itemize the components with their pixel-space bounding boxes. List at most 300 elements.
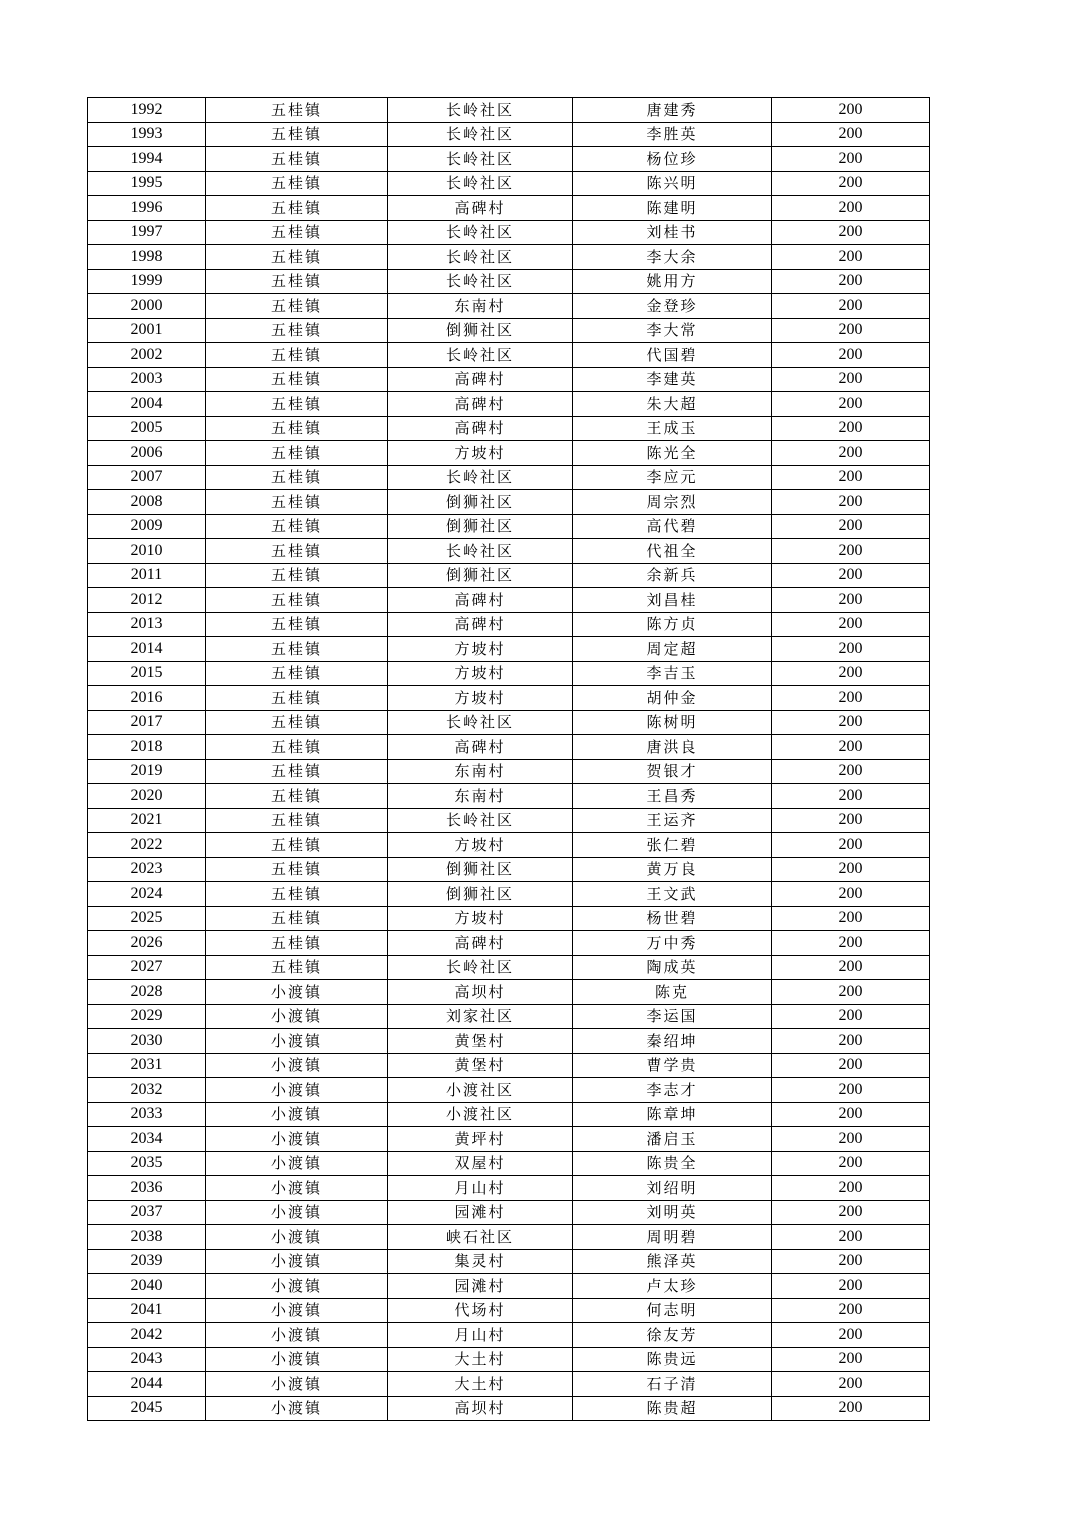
name-cell: 金登珍: [573, 294, 772, 319]
row-number-cell: 2039: [88, 1249, 206, 1274]
amount-cell: 200: [772, 1029, 930, 1054]
town-cell: 五桂镇: [206, 808, 388, 833]
table-row: [88, 220, 930, 245]
row-number-cell: 2019: [88, 759, 206, 784]
town-cell: 五桂镇: [206, 196, 388, 221]
village-cell: 小渡社区: [388, 1078, 573, 1103]
town-cell: 五桂镇: [206, 735, 388, 760]
village-cell: 东南村: [388, 784, 573, 809]
name-cell: 李大常: [573, 318, 772, 343]
amount-cell: 200: [772, 1127, 930, 1152]
table-row: [88, 1151, 930, 1176]
amount-cell: 200: [772, 318, 930, 343]
name-cell: 王运齐: [573, 808, 772, 833]
village-cell: 长岭社区: [388, 245, 573, 270]
village-cell: 高坝村: [388, 980, 573, 1005]
name-cell: 王成玉: [573, 416, 772, 441]
town-cell: 五桂镇: [206, 441, 388, 466]
name-cell: 刘绍明: [573, 1176, 772, 1201]
amount-cell: 200: [772, 1004, 930, 1029]
row-number-cell: 2036: [88, 1176, 206, 1201]
town-cell: 五桂镇: [206, 171, 388, 196]
row-number-cell: 2030: [88, 1029, 206, 1054]
amount-cell: 200: [772, 441, 930, 466]
village-cell: 长岭社区: [388, 808, 573, 833]
amount-cell: 200: [772, 1102, 930, 1127]
name-cell: 陶成英: [573, 955, 772, 980]
town-cell: 五桂镇: [206, 612, 388, 637]
name-cell: 李胜英: [573, 122, 772, 147]
row-number-cell: 1993: [88, 122, 206, 147]
row-number-cell: 2029: [88, 1004, 206, 1029]
row-number-cell: 2012: [88, 588, 206, 613]
name-cell: 李大余: [573, 245, 772, 270]
table-row: [88, 416, 930, 441]
village-cell: 长岭社区: [388, 98, 573, 123]
amount-cell: 200: [772, 1323, 930, 1348]
village-cell: 长岭社区: [388, 220, 573, 245]
amount-cell: 200: [772, 857, 930, 882]
amount-cell: 200: [772, 882, 930, 907]
row-number-cell: 1997: [88, 220, 206, 245]
table-row: [88, 294, 930, 319]
amount-cell: 200: [772, 1200, 930, 1225]
amount-cell: 200: [772, 1176, 930, 1201]
amount-cell: 200: [772, 980, 930, 1005]
name-cell: 李吉玉: [573, 661, 772, 686]
table-row: [88, 1200, 930, 1225]
amount-cell: 200: [772, 465, 930, 490]
amount-cell: 200: [772, 1298, 930, 1323]
name-cell: 周宗烈: [573, 490, 772, 515]
table-row: [88, 882, 930, 907]
town-cell: 五桂镇: [206, 269, 388, 294]
village-cell: 代场村: [388, 1298, 573, 1323]
amount-cell: 200: [772, 833, 930, 858]
name-cell: 周明碧: [573, 1225, 772, 1250]
row-number-cell: 2022: [88, 833, 206, 858]
name-cell: 熊泽英: [573, 1249, 772, 1274]
name-cell: 刘明英: [573, 1200, 772, 1225]
name-cell: 石子清: [573, 1372, 772, 1397]
amount-cell: 200: [772, 1372, 930, 1397]
village-cell: 双屋村: [388, 1151, 573, 1176]
name-cell: 陈光全: [573, 441, 772, 466]
row-number-cell: 2040: [88, 1274, 206, 1299]
village-cell: 高坝村: [388, 1396, 573, 1421]
table-row: [88, 637, 930, 662]
table-row: [88, 784, 930, 809]
table-row: [88, 1127, 930, 1152]
row-number-cell: 1999: [88, 269, 206, 294]
amount-cell: 200: [772, 343, 930, 368]
table-row: [88, 857, 930, 882]
town-cell: 五桂镇: [206, 539, 388, 564]
town-cell: 五桂镇: [206, 759, 388, 784]
village-cell: 黄坪村: [388, 1127, 573, 1152]
name-cell: 高代碧: [573, 514, 772, 539]
table-row: [88, 490, 930, 515]
town-cell: 小渡镇: [206, 980, 388, 1005]
amount-cell: 200: [772, 637, 930, 662]
town-cell: 五桂镇: [206, 318, 388, 343]
name-cell: 李志才: [573, 1078, 772, 1103]
row-number-cell: 2018: [88, 735, 206, 760]
amount-cell: 200: [772, 1274, 930, 1299]
row-number-cell: 1992: [88, 98, 206, 123]
amount-cell: 200: [772, 220, 930, 245]
town-cell: 五桂镇: [206, 147, 388, 172]
village-cell: 黄堡村: [388, 1053, 573, 1078]
table-row: [88, 514, 930, 539]
row-number-cell: 2006: [88, 441, 206, 466]
row-number-cell: 2035: [88, 1151, 206, 1176]
town-cell: 五桂镇: [206, 833, 388, 858]
town-cell: 五桂镇: [206, 416, 388, 441]
name-cell: 李建英: [573, 367, 772, 392]
row-number-cell: 2043: [88, 1347, 206, 1372]
amount-cell: 200: [772, 392, 930, 417]
amount-cell: 200: [772, 931, 930, 956]
table-row: [88, 588, 930, 613]
town-cell: 五桂镇: [206, 367, 388, 392]
town-cell: 五桂镇: [206, 686, 388, 711]
table-row: [88, 1347, 930, 1372]
town-cell: 五桂镇: [206, 955, 388, 980]
town-cell: 小渡镇: [206, 1298, 388, 1323]
town-cell: 小渡镇: [206, 1151, 388, 1176]
village-cell: 高碑村: [388, 392, 573, 417]
town-cell: 小渡镇: [206, 1372, 388, 1397]
village-cell: 月山村: [388, 1176, 573, 1201]
amount-cell: 200: [772, 955, 930, 980]
table-row: [88, 1372, 930, 1397]
amount-cell: 200: [772, 686, 930, 711]
town-cell: 小渡镇: [206, 1274, 388, 1299]
village-cell: 方坡村: [388, 906, 573, 931]
amount-cell: 200: [772, 122, 930, 147]
table-row: [88, 906, 930, 931]
village-cell: 高碑村: [388, 588, 573, 613]
village-cell: 长岭社区: [388, 539, 573, 564]
town-cell: 小渡镇: [206, 1102, 388, 1127]
row-number-cell: 2025: [88, 906, 206, 931]
row-number-cell: 2038: [88, 1225, 206, 1250]
table-row: [88, 343, 930, 368]
town-cell: 五桂镇: [206, 563, 388, 588]
amount-cell: 200: [772, 367, 930, 392]
table-row: [88, 833, 930, 858]
village-cell: 东南村: [388, 294, 573, 319]
row-number-cell: 2017: [88, 710, 206, 735]
name-cell: 秦绍坤: [573, 1029, 772, 1054]
town-cell: 小渡镇: [206, 1347, 388, 1372]
village-cell: 方坡村: [388, 686, 573, 711]
village-cell: 倒狮社区: [388, 882, 573, 907]
table-row: [88, 1102, 930, 1127]
row-number-cell: 2015: [88, 661, 206, 686]
name-cell: 周定超: [573, 637, 772, 662]
table-row: [88, 392, 930, 417]
town-cell: 小渡镇: [206, 1053, 388, 1078]
row-number-cell: 1996: [88, 196, 206, 221]
row-number-cell: 2027: [88, 955, 206, 980]
name-cell: 杨世碧: [573, 906, 772, 931]
table-row: [88, 122, 930, 147]
name-cell: 陈贵远: [573, 1347, 772, 1372]
name-cell: 王昌秀: [573, 784, 772, 809]
village-cell: 长岭社区: [388, 343, 573, 368]
row-number-cell: 2028: [88, 980, 206, 1005]
table-row: [88, 1274, 930, 1299]
town-cell: 五桂镇: [206, 343, 388, 368]
table-row: [88, 1298, 930, 1323]
row-number-cell: 2041: [88, 1298, 206, 1323]
village-cell: 长岭社区: [388, 465, 573, 490]
table-row: [88, 710, 930, 735]
table-row: [88, 269, 930, 294]
village-cell: 高碑村: [388, 735, 573, 760]
table-row: [88, 759, 930, 784]
amount-cell: 200: [772, 416, 930, 441]
town-cell: 小渡镇: [206, 1225, 388, 1250]
table-row: [88, 98, 930, 123]
town-cell: 五桂镇: [206, 490, 388, 515]
name-cell: 杨位珍: [573, 147, 772, 172]
town-cell: 五桂镇: [206, 710, 388, 735]
row-number-cell: 2045: [88, 1396, 206, 1421]
village-cell: 长岭社区: [388, 710, 573, 735]
village-cell: 高碑村: [388, 196, 573, 221]
row-number-cell: 2004: [88, 392, 206, 417]
name-cell: 胡仲金: [573, 686, 772, 711]
town-cell: 五桂镇: [206, 661, 388, 686]
row-number-cell: 2032: [88, 1078, 206, 1103]
amount-cell: 200: [772, 1347, 930, 1372]
amount-cell: 200: [772, 294, 930, 319]
table-row: [88, 465, 930, 490]
amount-cell: 200: [772, 196, 930, 221]
village-cell: 小渡社区: [388, 1102, 573, 1127]
table-row: [88, 612, 930, 637]
name-cell: 曹学贵: [573, 1053, 772, 1078]
village-cell: 长岭社区: [388, 171, 573, 196]
town-cell: 小渡镇: [206, 1249, 388, 1274]
table-row: [88, 1004, 930, 1029]
table-row: [88, 441, 930, 466]
town-cell: 五桂镇: [206, 98, 388, 123]
row-number-cell: 2031: [88, 1053, 206, 1078]
town-cell: 小渡镇: [206, 1029, 388, 1054]
name-cell: 唐建秀: [573, 98, 772, 123]
village-cell: 高碑村: [388, 416, 573, 441]
row-number-cell: 2034: [88, 1127, 206, 1152]
town-cell: 五桂镇: [206, 294, 388, 319]
row-number-cell: 1994: [88, 147, 206, 172]
town-cell: 五桂镇: [206, 906, 388, 931]
table-row: [88, 686, 930, 711]
town-cell: 五桂镇: [206, 220, 388, 245]
amount-cell: 200: [772, 906, 930, 931]
town-cell: 小渡镇: [206, 1078, 388, 1103]
town-cell: 小渡镇: [206, 1127, 388, 1152]
town-cell: 小渡镇: [206, 1323, 388, 1348]
row-number-cell: 2021: [88, 808, 206, 833]
amount-cell: 200: [772, 735, 930, 760]
village-cell: 园滩村: [388, 1274, 573, 1299]
amount-cell: 200: [772, 171, 930, 196]
table-row: [88, 367, 930, 392]
amount-cell: 200: [772, 563, 930, 588]
amount-cell: 200: [772, 1396, 930, 1421]
town-cell: 五桂镇: [206, 122, 388, 147]
table-row: [88, 661, 930, 686]
row-number-cell: 2007: [88, 465, 206, 490]
town-cell: 小渡镇: [206, 1396, 388, 1421]
table-row: [88, 735, 930, 760]
row-number-cell: 2003: [88, 367, 206, 392]
row-number-cell: 2013: [88, 612, 206, 637]
table-row: [88, 955, 930, 980]
village-cell: 月山村: [388, 1323, 573, 1348]
table-row: [88, 1078, 930, 1103]
table-row: [88, 147, 930, 172]
village-cell: 黄堡村: [388, 1029, 573, 1054]
amount-cell: 200: [772, 612, 930, 637]
amount-cell: 200: [772, 514, 930, 539]
town-cell: 五桂镇: [206, 637, 388, 662]
village-cell: 方坡村: [388, 661, 573, 686]
table-row: [88, 196, 930, 221]
table-row: [88, 1249, 930, 1274]
town-cell: 小渡镇: [206, 1004, 388, 1029]
name-cell: 代国碧: [573, 343, 772, 368]
name-cell: 陈建明: [573, 196, 772, 221]
village-cell: 高碑村: [388, 931, 573, 956]
town-cell: 五桂镇: [206, 245, 388, 270]
name-cell: 陈贵超: [573, 1396, 772, 1421]
table-row: [88, 563, 930, 588]
row-number-cell: 1995: [88, 171, 206, 196]
table-row: [88, 1396, 930, 1421]
amount-cell: 200: [772, 1225, 930, 1250]
name-cell: 王文武: [573, 882, 772, 907]
row-number-cell: 2005: [88, 416, 206, 441]
name-cell: 陈贵全: [573, 1151, 772, 1176]
name-cell: 朱大超: [573, 392, 772, 417]
amount-cell: 200: [772, 808, 930, 833]
name-cell: 何志明: [573, 1298, 772, 1323]
name-cell: 代祖全: [573, 539, 772, 564]
table-body: [88, 98, 930, 1421]
village-cell: 高碑村: [388, 612, 573, 637]
amount-cell: 200: [772, 661, 930, 686]
village-cell: 园滩村: [388, 1200, 573, 1225]
name-cell: 陈方贞: [573, 612, 772, 637]
name-cell: 李运国: [573, 1004, 772, 1029]
table-row: [88, 1323, 930, 1348]
name-cell: 余新兵: [573, 563, 772, 588]
row-number-cell: 2037: [88, 1200, 206, 1225]
table-row: [88, 808, 930, 833]
name-cell: 刘昌桂: [573, 588, 772, 613]
village-cell: 东南村: [388, 759, 573, 784]
table-row: [88, 1176, 930, 1201]
town-cell: 五桂镇: [206, 588, 388, 613]
amount-cell: 200: [772, 490, 930, 515]
village-cell: 长岭社区: [388, 147, 573, 172]
name-cell: 徐友芳: [573, 1323, 772, 1348]
name-cell: 陈章坤: [573, 1102, 772, 1127]
village-cell: 长岭社区: [388, 122, 573, 147]
village-cell: 长岭社区: [388, 955, 573, 980]
village-cell: 倒狮社区: [388, 563, 573, 588]
village-cell: 大土村: [388, 1372, 573, 1397]
row-number-cell: 2010: [88, 539, 206, 564]
amount-cell: 200: [772, 1249, 930, 1274]
name-cell: 张仁碧: [573, 833, 772, 858]
village-cell: 高碑村: [388, 367, 573, 392]
row-number-cell: 2023: [88, 857, 206, 882]
row-number-cell: 2014: [88, 637, 206, 662]
row-number-cell: 2020: [88, 784, 206, 809]
name-cell: 陈树明: [573, 710, 772, 735]
town-cell: 小渡镇: [206, 1200, 388, 1225]
village-cell: 方坡村: [388, 833, 573, 858]
amount-cell: 200: [772, 245, 930, 270]
village-cell: 长岭社区: [388, 269, 573, 294]
amount-cell: 200: [772, 1151, 930, 1176]
village-cell: 倒狮社区: [388, 857, 573, 882]
town-cell: 五桂镇: [206, 465, 388, 490]
amount-cell: 200: [772, 539, 930, 564]
table-row: [88, 318, 930, 343]
row-number-cell: 2001: [88, 318, 206, 343]
row-number-cell: 2011: [88, 563, 206, 588]
row-number-cell: 2016: [88, 686, 206, 711]
row-number-cell: 2000: [88, 294, 206, 319]
village-cell: 大土村: [388, 1347, 573, 1372]
village-cell: 方坡村: [388, 441, 573, 466]
name-cell: 潘启玉: [573, 1127, 772, 1152]
town-cell: 五桂镇: [206, 514, 388, 539]
table-row: [88, 1225, 930, 1250]
amount-cell: 200: [772, 759, 930, 784]
village-cell: 倒狮社区: [388, 318, 573, 343]
village-cell: 刘家社区: [388, 1004, 573, 1029]
row-number-cell: 2009: [88, 514, 206, 539]
village-cell: 峡石社区: [388, 1225, 573, 1250]
row-number-cell: 2044: [88, 1372, 206, 1397]
table-row: [88, 980, 930, 1005]
village-cell: 集灵村: [388, 1249, 573, 1274]
town-cell: 五桂镇: [206, 857, 388, 882]
amount-cell: 200: [772, 784, 930, 809]
town-cell: 小渡镇: [206, 1176, 388, 1201]
town-cell: 五桂镇: [206, 784, 388, 809]
table-row: [88, 245, 930, 270]
name-cell: 李应元: [573, 465, 772, 490]
amount-cell: 200: [772, 588, 930, 613]
row-number-cell: 2002: [88, 343, 206, 368]
row-number-cell: 1998: [88, 245, 206, 270]
name-cell: 贺银才: [573, 759, 772, 784]
data-table: [87, 97, 930, 1421]
name-cell: 陈克: [573, 980, 772, 1005]
town-cell: 五桂镇: [206, 392, 388, 417]
village-cell: 方坡村: [388, 637, 573, 662]
village-cell: 倒狮社区: [388, 514, 573, 539]
